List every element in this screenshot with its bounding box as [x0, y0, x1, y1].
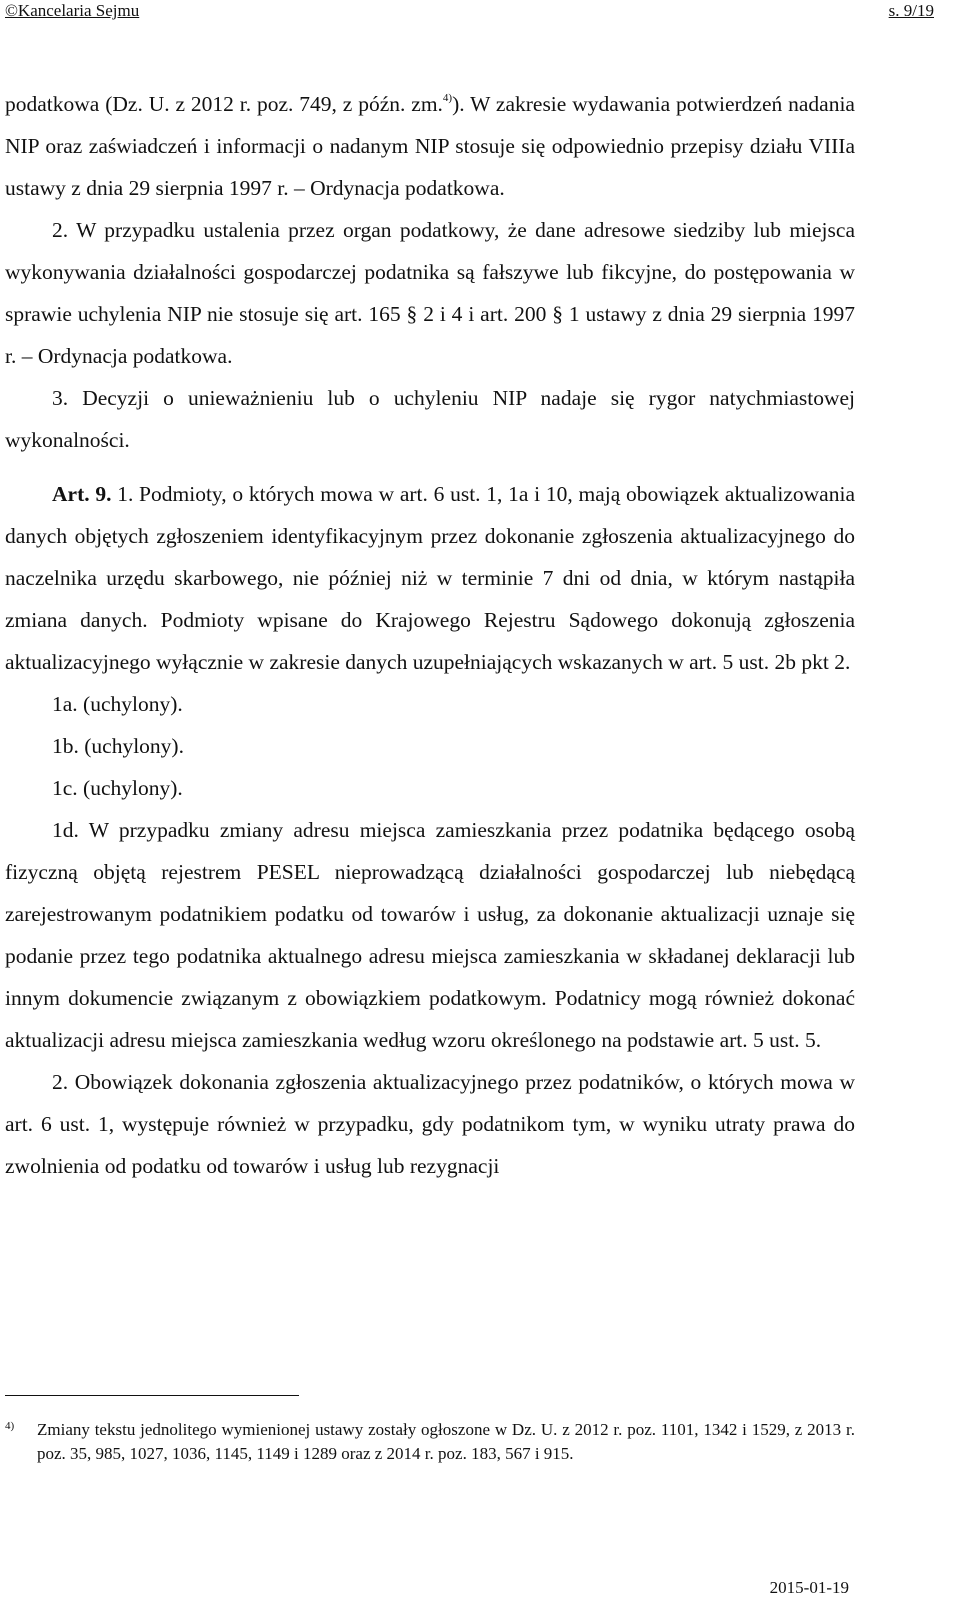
footer-date: 2015-01-19: [769, 1578, 849, 1597]
paragraph-3: 3. Decyzji o unieważnieniu lub o uchyleniu NIP nadaje się rygor natychmiastowej wykonalności.: [5, 386, 855, 452]
page-header: [5, 0, 934, 24]
paragraph-1d: 1d. W przypadku zmiany adresu miejsca zamieszkania przez podatnika będącego osobą fizyczną objętą rejestrem PESEL nieprowadzącą działalności gospodarczej lub niebędącą zarejestrowanym podatnikiem podatku od towarów i usług, za dokonanie aktualizacji uznaje się podanie przez tego podatnika aktualnego adresu miejsca zamieszkania w składanej deklaracji lub innym dokumencie związanym z obowiązkiem podatkowym. Podatnicy mogą również dokonać aktualizacji adresu miejsca zamieszkania według wzoru określonego na podstawie art. 5 ust. 5.: [5, 818, 855, 1052]
header-page-number: s. 9/19: [888, 1, 934, 20]
footnote-reference[interactable]: 4): [442, 92, 453, 104]
paragraph-continuation: [5, 83, 855, 209]
footnote-mark: 4): [5, 1420, 15, 1432]
article-9: [5, 473, 855, 683]
document-body: [5, 83, 855, 1187]
paragraph-2: 2. W przypadku ustalenia przez organ podatkowy, że dane adresowe siedziby lub miejsca wykonywania działalności gospodarczej podatnika są fałszywe lub fikcyjne, do postępowania w sprawie uchylenia NIP nie stosuje się art. 165 § 2 i 4 i art. 200 § 1 ustawy z dnia 29 sierpnia 1997 r. – Ordynacja podatkowa.: [5, 218, 855, 368]
footnote-text: Zmiany tekstu jednolitego wymienionej ustawy zostały ogłoszone w Dz. U. z 2012 r. poz. 1101, 1342 i 1529, z 2013 r. poz. 35, 985, 1027, 1036, 1145, 1149 i 1289 oraz z 2014 r. poz. 183, 567 i 915.: [37, 1420, 855, 1463]
paragraph-1b: 1b. (uchylony).: [52, 734, 184, 758]
footnote: [5, 1418, 855, 1466]
footnote-divider: [5, 1395, 299, 1396]
paragraph-text: ). W zakresie wydawania potwierdzeń nadania NIP oraz zaświadczeń i informacji o nadanym NIP stosuje się odpowiednio przepisy działu VIIIa ustawy z dnia 29 sierpnia 1997 r. – Ordynacja podatkowa.: [5, 92, 855, 200]
article-label: Art. 9.: [52, 482, 112, 506]
paragraph-text: podatkowa (Dz. U. z 2012 r. poz. 749, z późn. zm.: [5, 92, 443, 116]
header-source: ©Kancelaria Sejmu: [5, 1, 140, 20]
paragraph-1a: 1a. (uchylony).: [52, 692, 183, 716]
article-text: 1. Podmioty, o których mowa w art. 6 ust. 1, 1a i 10, mają obowiązek aktualizowania danych objętych zgłoszeniem identyfikacyjnym przez dokonanie zgłoszenia aktualizacyjnego do naczelnika urzędu skarbowego, nie później niż w terminie 7 dni od dnia, w którym nastąpiła zmiana danych. Podmioty wpisane do Krajowego Rejestru Sądowego dokonują zgłoszenia aktualizacyjnego wyłącznie w zakresie danych uzupełniających wskazanych w art. 5 ust. 2b pkt 2.: [5, 482, 855, 674]
paragraph-2-art9: 2. Obowiązek dokonania zgłoszenia aktualizacyjnego przez podatników, o których mowa w art. 6 ust. 1, występuje również w przypadku, gdy podatnikom tym, w wyniku utraty prawa do zwolnienia od podatku od towarów i usług lub rezygnacji: [5, 1070, 855, 1178]
paragraph-1c: 1c. (uchylony).: [52, 776, 183, 800]
